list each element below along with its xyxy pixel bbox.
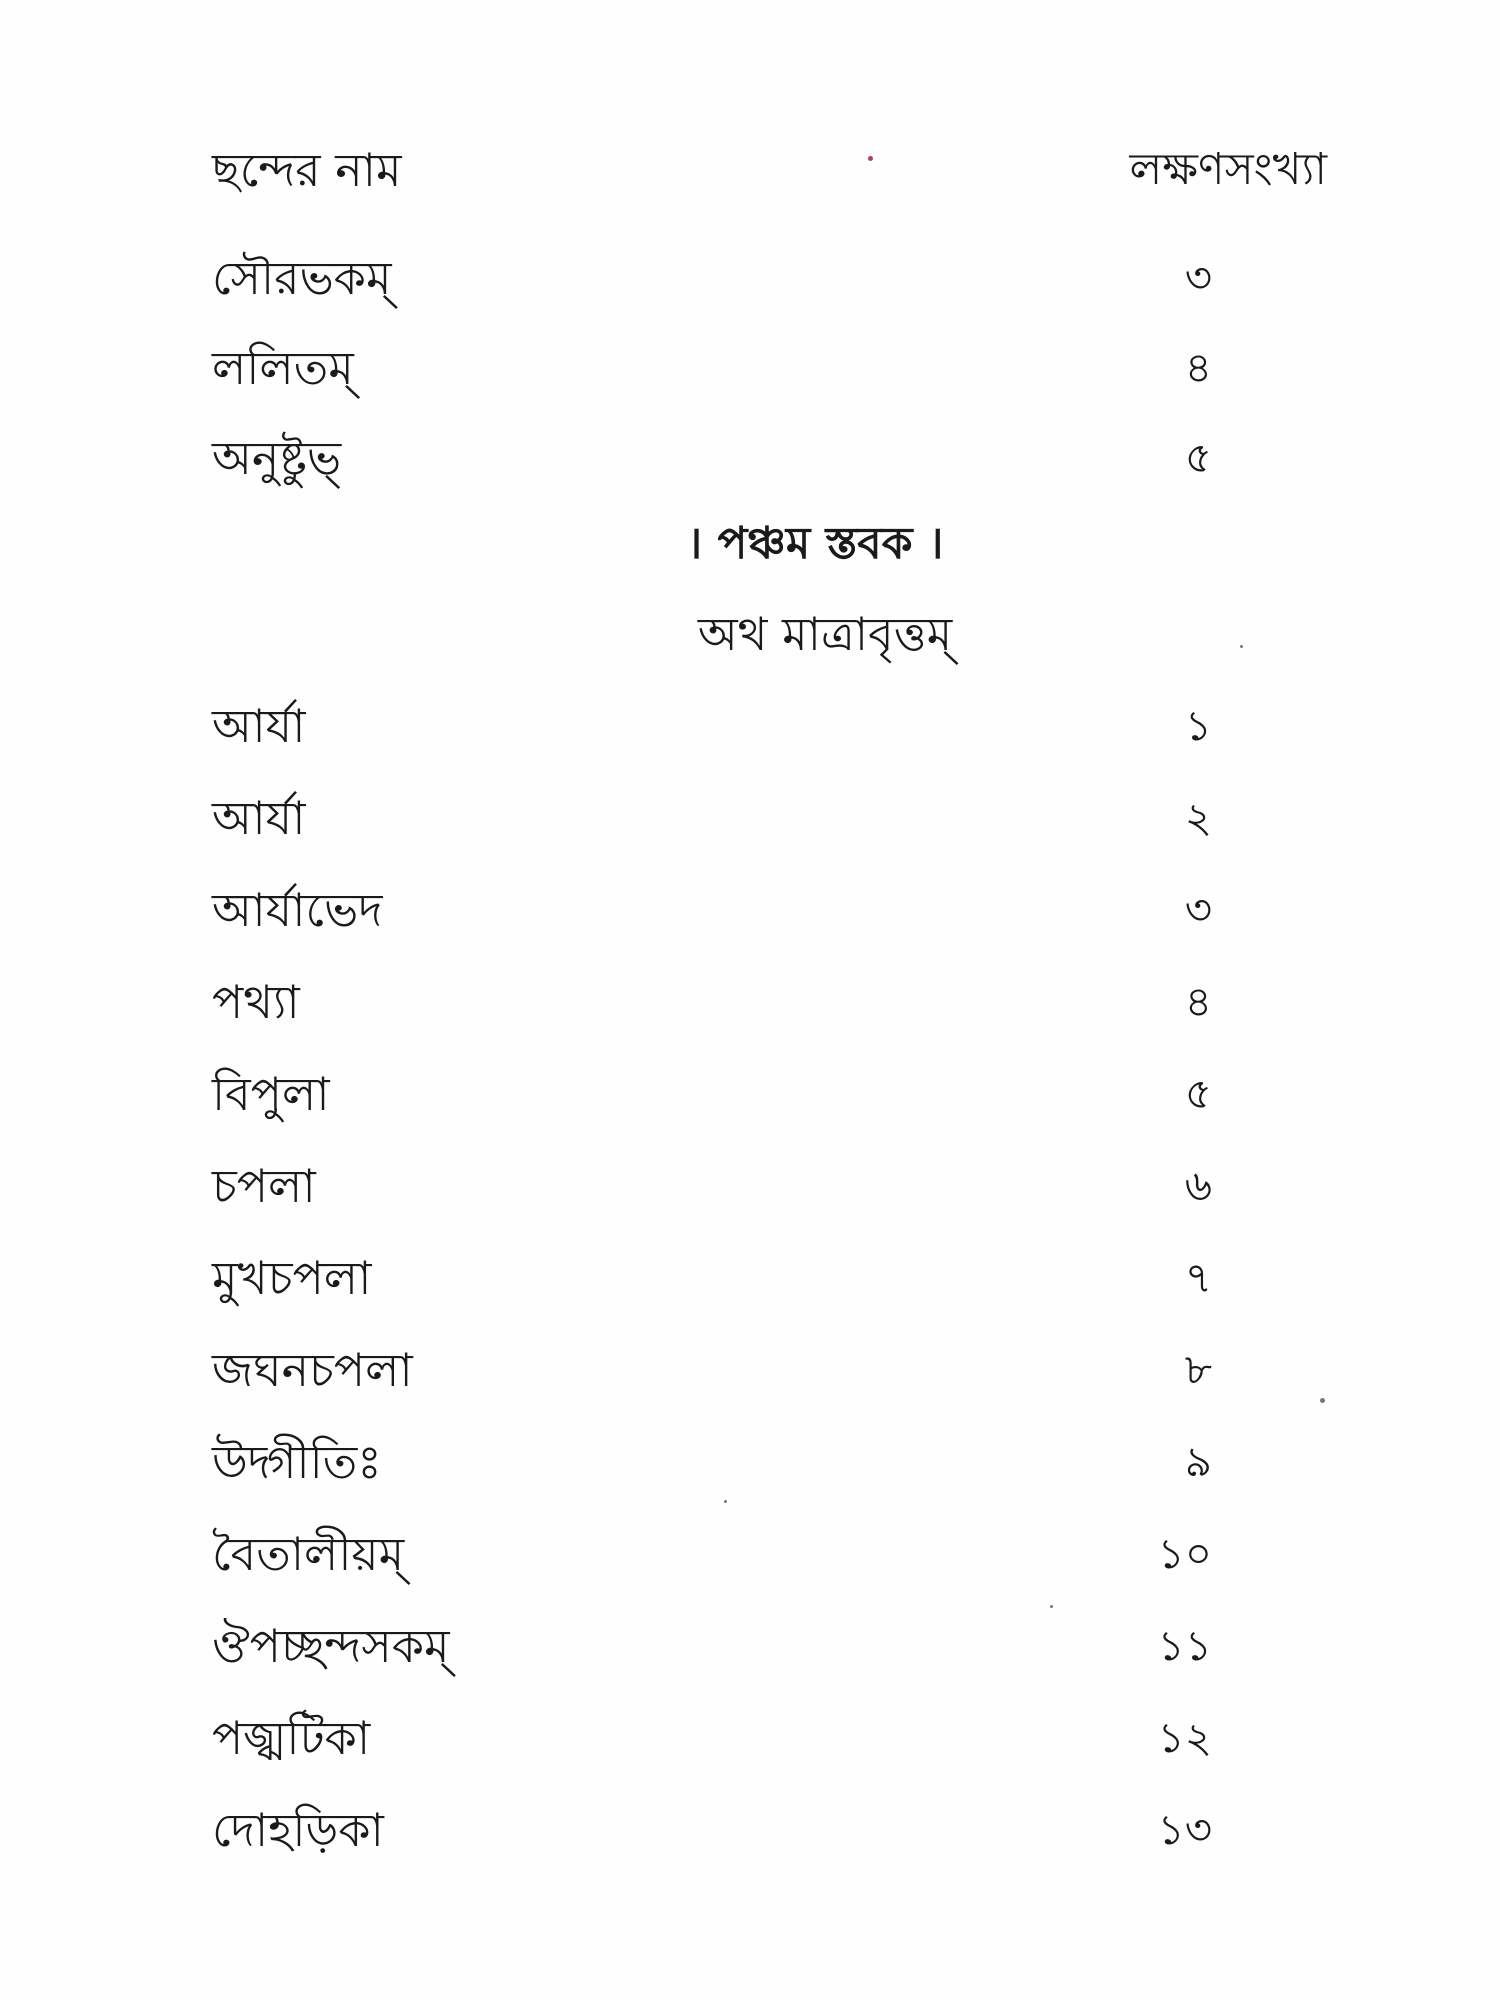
- definition-number: ৩: [1184, 885, 1212, 934]
- metre-name: বিপুলা: [212, 1067, 330, 1121]
- definition-number: ৪: [1184, 977, 1212, 1026]
- definition-number: ১০: [1157, 1529, 1212, 1578]
- metre-name: পথ্যা: [212, 975, 300, 1029]
- ink-speck: [724, 1500, 727, 1503]
- metre-name: উদ্গীতিঃ: [212, 1435, 382, 1489]
- metre-name: অনুষ্টুভ্: [212, 431, 342, 485]
- list-item: [212, 1614, 1212, 1678]
- metre-name: চপলা: [212, 1159, 316, 1213]
- list-item: [212, 1246, 1212, 1310]
- section-subtitle: অথ মাত্রাবৃত্তম্: [697, 607, 953, 661]
- definition-number: ২: [1184, 793, 1212, 842]
- list-item: [212, 1338, 1212, 1402]
- list-item: [212, 970, 1212, 1034]
- list-item: [212, 1522, 1212, 1586]
- ink-speck: [1240, 645, 1243, 648]
- definition-number: ৩: [1184, 253, 1212, 302]
- definition-number: ৫: [1184, 1069, 1212, 1118]
- definition-number: ৬: [1184, 1161, 1212, 1210]
- list-item: [212, 786, 1212, 850]
- metre-name: পজ্ঝটিকা: [212, 1711, 371, 1765]
- list-item: [212, 1062, 1212, 1126]
- list-item: [212, 1430, 1212, 1494]
- list-item: [212, 1798, 1212, 1862]
- list-item: [212, 694, 1212, 758]
- name-column-heading: ছন্দের নাম: [212, 143, 402, 197]
- list-item: [212, 246, 1212, 310]
- ink-speck: [1050, 1605, 1053, 1608]
- section-title: । পঞ্চম স্তবক ।: [686, 518, 944, 569]
- list-item: [212, 1154, 1212, 1218]
- metre-name: সৌরভকম্: [212, 251, 392, 305]
- definition-number: ৫: [1184, 433, 1212, 482]
- metre-name: ঔপচ্ছন্দসকম্: [212, 1619, 450, 1673]
- ink-speck: [1320, 1398, 1325, 1403]
- metre-name: দোহড়িকা: [212, 1803, 384, 1857]
- definition-number: ৯: [1184, 1437, 1212, 1486]
- definition-number: ১৩: [1157, 1805, 1212, 1854]
- list-item: [212, 878, 1212, 942]
- ink-speck: [868, 156, 873, 161]
- definition-number: ৪: [1184, 343, 1212, 392]
- metre-name: মুখচপলা: [212, 1251, 372, 1305]
- definition-number: ১২: [1157, 1713, 1212, 1762]
- metre-name: বৈতালীয়ম্: [212, 1527, 405, 1581]
- definition-number: ৮: [1184, 1345, 1212, 1394]
- list-item: [212, 1706, 1212, 1770]
- definition-number: ১১: [1157, 1621, 1212, 1670]
- number-column-heading: লক্ষণসংখ্যা: [1129, 144, 1327, 195]
- metre-name: ললিতম্: [212, 341, 354, 395]
- metre-name: জঘনচপলা: [212, 1343, 413, 1397]
- metre-name: আর্যাভেদ: [212, 883, 383, 937]
- definition-number: ১: [1184, 701, 1212, 750]
- list-item: [212, 336, 1212, 400]
- definition-number: ৭: [1184, 1253, 1212, 1302]
- metre-name: আর্যা: [212, 699, 306, 753]
- metre-name: আর্যা: [212, 791, 306, 845]
- column-header: [212, 140, 1327, 200]
- list-item: [212, 426, 1212, 490]
